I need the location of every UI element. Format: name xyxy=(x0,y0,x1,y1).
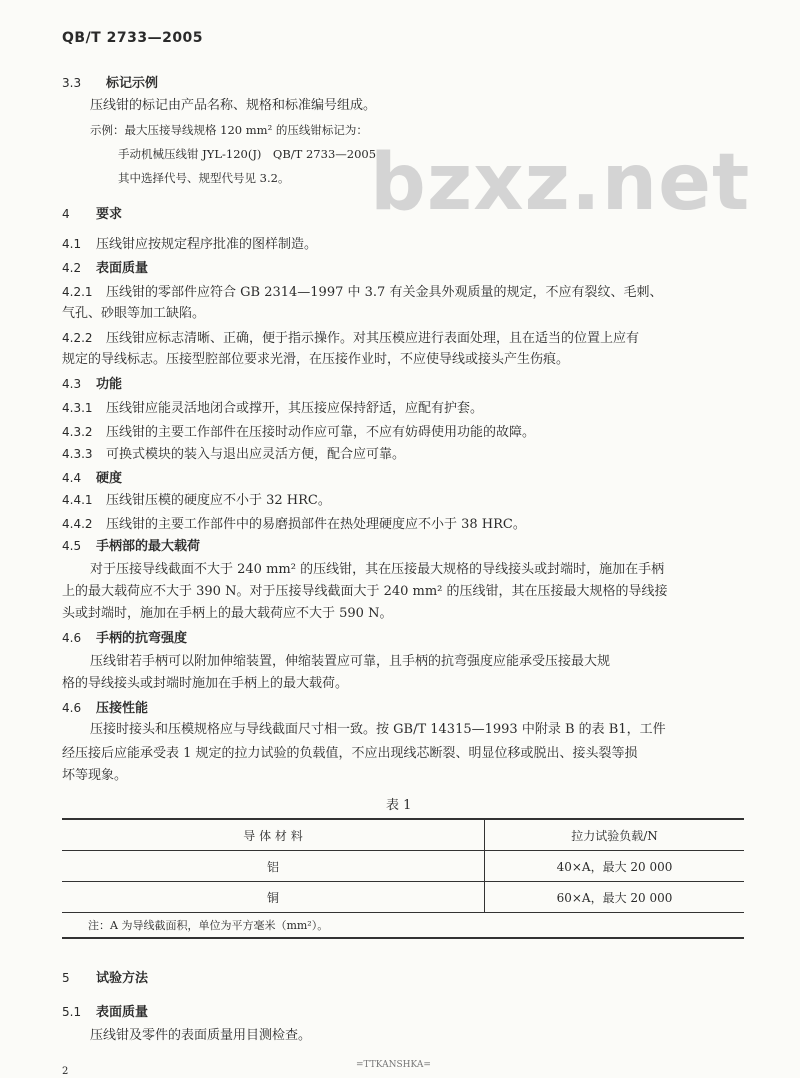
footer-mark: =TTKANSHKA= xyxy=(356,1060,431,1070)
clause: 4.3.3 可换式模块的装入与退出应灵活方便，配合应可靠。 xyxy=(62,447,406,462)
section-heading: 4.6 压接性能 xyxy=(62,701,149,716)
paragraph-continuation: 上的最大载荷应不大于 390 N。对于压接导线截面大于 240 mm² 的压线钳，其在压接最大规格的导线接 xyxy=(62,584,668,599)
section-heading: 4.4 硬度 xyxy=(62,471,123,486)
clause-continuation: 气孔、砂眼等加工缺陷。 xyxy=(62,306,206,321)
table-cell: 60×A，最大 20 000 xyxy=(485,882,745,913)
paragraph: 压接时接头和压模规格应与导线截面尺寸相一致。按 GB/T 14315—1993 中附录 B 的表 B1，工件 xyxy=(90,722,666,737)
section-3-3-heading: 3.3 标记示例 xyxy=(62,76,159,91)
column-header: 拉力试验负载/N xyxy=(485,819,745,851)
paragraph-continuation: 头或封端时，施加在手柄上的最大载荷应不大于 590 N。 xyxy=(62,606,393,621)
paragraph-continuation: 格的导线接头或封端时施加在手柄上的最大载荷。 xyxy=(62,676,349,691)
clause: 4.3.2 压线钳的主要工作部件在压接时动作应可靠，不应有妨碍使用功能的故障。 xyxy=(62,425,536,440)
standard-number-header: QB/T 2733—2005 xyxy=(62,30,204,46)
load-table xyxy=(62,818,744,939)
table-header-row xyxy=(62,819,744,851)
section-heading: 4.3 功能 xyxy=(62,377,123,392)
clause: 4.3.1 压线钳应能灵活地闭合或撑开，其压接应保持舒适，应配有护套。 xyxy=(62,401,484,416)
table-note: 注：A 为导线截面积，单位为平方毫米（mm²）。 xyxy=(62,913,744,939)
paragraph-continuation: 经压接后应能承受表 1 规定的拉力试验的负载值，不应出现线芯断裂、明显位移或脱出、接头裂等损 xyxy=(62,746,638,761)
table-note-row xyxy=(62,913,744,939)
clause: 4.1 压线钳应按规定程序批准的图样制造。 xyxy=(62,237,318,252)
example-line: 示例：最大压接导线规格 120 mm² 的压线钳标记为： xyxy=(90,123,368,137)
watermark: bzxz.net xyxy=(370,138,751,228)
paragraph: 对于压接导线截面不大于 240 mm² 的压线钳，其在压接最大规格的导线接头或封端时，施加在手柄 xyxy=(90,562,665,577)
table-caption: 表 1 xyxy=(386,798,412,813)
section-5-heading: 5 试验方法 xyxy=(62,971,149,986)
paragraph-continuation: 坏等现象。 xyxy=(62,768,128,783)
clause-continuation: 规定的导线标志。压接型腔部位要求光滑，在压接作业时，不应使导线或接头产生伤痕。 xyxy=(62,352,570,367)
paragraph: 压线钳若手柄可以附加伸缩装置，伸缩装置应可靠，且手柄的抗弯强度应能承受压接最大规 xyxy=(90,654,611,669)
paragraph: 压线钳的标记由产品名称、规格和标准编号组成。 xyxy=(90,98,377,113)
table-cell: 铜 xyxy=(62,882,485,913)
table-cell: 铝 xyxy=(62,851,485,882)
section-heading: 5.1 表面质量 xyxy=(62,1005,149,1020)
section-heading: 4.5 手柄部的最大载荷 xyxy=(62,539,201,554)
clause: 4.2.1 压线钳的零部件应符合 GB 2314—1997 中 3.7 有关金具外观质量的规定，不应有裂纹、毛刺、 xyxy=(62,285,663,300)
table-row xyxy=(62,882,744,913)
column-header: 导 体 材 料 xyxy=(62,819,485,851)
table-row xyxy=(62,851,744,882)
section-4-heading: 4 要求 xyxy=(62,207,123,222)
clause: 4.4.2 压线钳的主要工作部件中的易磨损部件在热处理硬度应不小于 38 HRC。 xyxy=(62,517,526,532)
section-heading: 4.2 表面质量 xyxy=(62,261,149,276)
clause: 4.2.2 压线钳应标志清晰、正确，便于指示操作。对其压模应进行表面处理，且在适当的位置上应有 xyxy=(62,331,640,346)
table-cell: 40×A，最大 20 000 xyxy=(485,851,745,882)
paragraph: 压线钳及零件的表面质量用目测检查。 xyxy=(90,1028,312,1043)
page-number: 2 xyxy=(62,1066,69,1077)
example-line: 手动机械压线钳 JYL-120(J) QB/T 2733—2005 xyxy=(118,147,377,161)
section-heading: 4.6 手柄的抗弯强度 xyxy=(62,631,188,646)
example-line: 其中选择代号、规型代号见 3.2。 xyxy=(118,171,290,185)
clause: 4.4.1 压线钳压模的硬度应不小于 32 HRC。 xyxy=(62,493,331,508)
